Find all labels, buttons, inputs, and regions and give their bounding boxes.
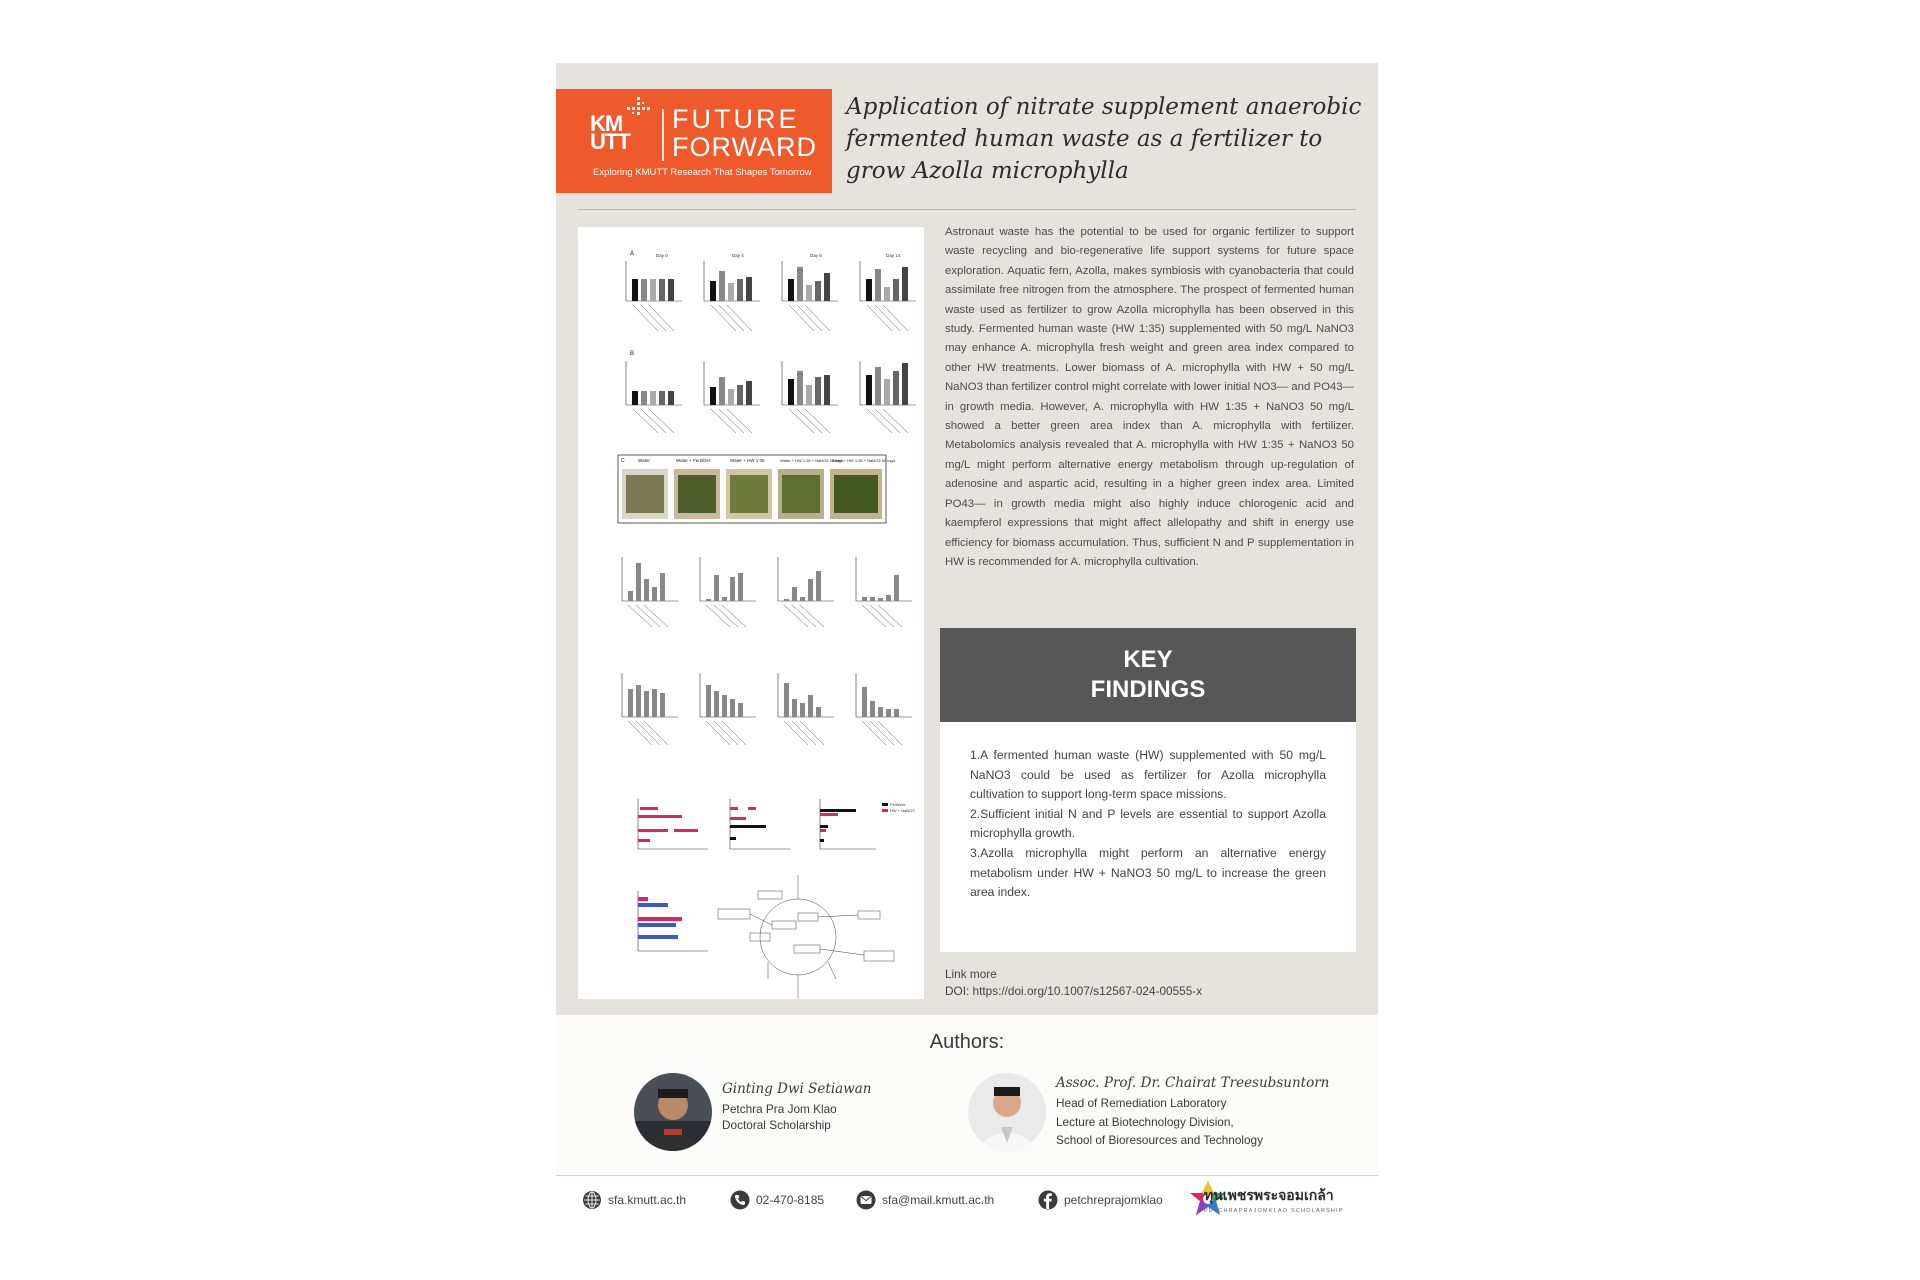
photo-label-3: Water + HW 1:35 bbox=[730, 458, 765, 463]
footer-divider bbox=[556, 1175, 1378, 1176]
legend-fertilizer: Fertilizer bbox=[890, 802, 906, 807]
nutrient-b-day8 bbox=[778, 673, 834, 717]
nutrient-a-day4 bbox=[700, 557, 756, 601]
petchra-logo-english: PETCHRAPRAJOMKLAO SCHOLARSHIP bbox=[1204, 1208, 1344, 1214]
author-2-avatar bbox=[968, 1073, 1046, 1151]
abstract-text bbox=[945, 223, 1354, 572]
logo-tagline: Exploring KMUTT Research That Shapes Tomorrow bbox=[593, 167, 812, 178]
chart-a-day8 bbox=[782, 253, 838, 301]
day-label: Day 8 bbox=[810, 253, 822, 258]
photo-label-2: Water + Fertilizer bbox=[676, 458, 711, 463]
petchra-logo-text bbox=[1204, 1185, 1344, 1214]
poster-upper-section bbox=[556, 63, 1378, 1015]
metabolic-pathway-diagram bbox=[718, 875, 894, 999]
footer-facebook[interactable] bbox=[1038, 1189, 1163, 1211]
phone-icon bbox=[730, 1190, 750, 1210]
panel-a-label: A bbox=[630, 251, 635, 257]
footer-facebook-text: petchreprajomklao bbox=[1064, 1193, 1163, 1207]
footer-website-text: sfa.kmutt.ac.th bbox=[608, 1193, 687, 1207]
nutrient-b-day0 bbox=[622, 673, 678, 717]
poster-title: Application of nitrate supplement anaerobic fermented human waste as a fertilizer to grow Azolla microphylla bbox=[846, 94, 1362, 184]
title-divider bbox=[578, 209, 1356, 210]
footer-email[interactable] bbox=[856, 1189, 994, 1211]
chart-row-a bbox=[626, 253, 916, 301]
logo-divider bbox=[662, 109, 664, 161]
chart-b-day8 bbox=[782, 361, 838, 405]
key-finding-item-3: 3.Azolla microphylla might perform an alternative energy metabolism under HW + NaNO3 50 mg/L to increase the green area index. bbox=[970, 845, 1326, 900]
chart-row-b bbox=[626, 361, 916, 405]
abstract-body: Astronaut waste has the potential to be used for organic fertilizer to support waste recycling and bio-regenerative life support systems for future space exploration. Aquatic fern, Azolla, makes symbiosis with cyanobacteria that could assimilate free nitrogen from the atmosphere. The prospect of fermented human waste used as fertilizer to grow Azolla microphylla has been observed in this study. Fermented human waste (HW 1:35) supplemented with 50 mg/L NaNO3 may enhance A. microphylla fresh weight and green area index compared to other HW treatments. Lower biomass of A. microphylla with HW + 50 mg/L NaNO3 than fertilizer control might correlate with lower initial NO3— and PO43— in growth media. However, A. microphylla with HW 1:35 + NaNO3 50 mg/L showed a better green area index than A. microphylla with fertilizer. Metabolomics analysis revealed that A. microphylla with HW 1:35 + NaNO3 50 mg/L might perform alternative energy metabolism through up-regulation of adenosine and aspartic acid, resulting in a higher green index area. Limited PO43— in growth media might also highly induce chlorogenic acid and kaempferol expressions that might affect allelopathy and shift in energy use efficiency for biomass accumulation. Thus, sufficient N and P supplementation in HW is recommended for A. microphylla cultivation. bbox=[945, 226, 1354, 568]
logo-future-text: FUTURE bbox=[672, 104, 800, 134]
author-2-line-3: School of Bioresources and Technology bbox=[1056, 1133, 1264, 1147]
metabolite-chart-b bbox=[730, 799, 790, 849]
photo-label-4: Water + HW 1:35 + NaNO3 25 mg/L bbox=[780, 458, 845, 463]
link-more-label: Link more bbox=[945, 967, 997, 981]
key-findings-heading-line1: KEY bbox=[1123, 646, 1173, 673]
nutrient-b-day4 bbox=[700, 673, 756, 717]
author-1-name: Ginting Dwi Setiawan bbox=[722, 1081, 872, 1097]
footer-phone[interactable] bbox=[730, 1189, 824, 1211]
nutrient-a-day14 bbox=[856, 557, 912, 601]
chart-b-day4 bbox=[704, 361, 760, 405]
axis-tick-labels-n2 bbox=[628, 721, 902, 745]
chart-a-day0 bbox=[626, 253, 682, 301]
footer-phone-text: 02-470-8185 bbox=[756, 1193, 825, 1207]
photo-strip bbox=[618, 455, 897, 523]
logo-kmutt-line1: KM bbox=[590, 111, 623, 136]
author-1-line-1: Petchra Pra Jom Klao bbox=[722, 1102, 837, 1116]
research-figures bbox=[578, 227, 924, 999]
mail-icon bbox=[856, 1190, 876, 1210]
chart-a-day4 bbox=[704, 253, 760, 301]
day-label: Day 4 bbox=[732, 253, 744, 258]
figure-panel bbox=[578, 227, 924, 999]
nutrient-charts-row-1 bbox=[622, 557, 912, 601]
key-finding-item-2: 2.Sufficient initial N and P levels are essential to support Azolla microphylla growth. bbox=[970, 806, 1326, 841]
author-2-line-2: Lecture at Biotechnology Division, bbox=[1056, 1115, 1234, 1129]
logo-kmutt-text bbox=[590, 111, 640, 159]
axis-tick-labels-n1 bbox=[628, 605, 902, 627]
nutrient-b-day14 bbox=[856, 673, 912, 717]
photo-label-1: Water bbox=[638, 458, 650, 463]
footer-email-text: sfa@mail.kmutt.ac.th bbox=[882, 1193, 995, 1207]
key-findings-heading-line2: FINDINGS bbox=[1090, 676, 1206, 703]
key-findings-header bbox=[940, 628, 1356, 722]
metabolite-chart-c bbox=[820, 799, 915, 849]
axis-tick-labels-b bbox=[633, 409, 908, 433]
facebook-icon bbox=[1038, 1190, 1058, 1210]
logo-kmutt-line2: UTT bbox=[590, 129, 630, 154]
footer-website[interactable] bbox=[582, 1189, 686, 1211]
legend-hw-nano3: HW + NaNO3 bbox=[890, 808, 915, 813]
comparison-chart bbox=[638, 891, 708, 951]
chart-b-day0 bbox=[626, 361, 682, 405]
logo-forward-text: FORWARD bbox=[672, 132, 817, 162]
petchra-logo-thai: ทุนเพชรพระจอมเกล้า bbox=[1204, 1187, 1334, 1203]
authors-section bbox=[556, 1015, 1378, 1177]
author-2-name: Assoc. Prof. Dr. Chairat Treesubsuntorn bbox=[1056, 1075, 1330, 1091]
doi-link[interactable]: DOI: https://doi.org/10.1007/s12567-024-00555-x bbox=[945, 984, 1203, 998]
kmutt-future-forward-logo bbox=[556, 89, 832, 193]
poster bbox=[556, 63, 1378, 1213]
panel-c-label: C bbox=[621, 458, 625, 464]
nutrient-a-day0 bbox=[622, 557, 678, 601]
nutrient-a-day8 bbox=[778, 557, 834, 601]
day-label: Day 14 bbox=[886, 253, 901, 258]
key-finding-item-1: 1.A fermented human waste (HW) supplemented with 50 mg/L NaNO3 could be used as fertilizer for Azolla microphylla cultivation to support long-term space missions. bbox=[970, 748, 1326, 802]
author-1-avatar bbox=[634, 1073, 712, 1151]
authors-heading: Authors: bbox=[929, 1031, 1005, 1053]
nutrient-charts-row-2 bbox=[622, 673, 912, 717]
author-2-line-1: Head of Remediation Laboratory bbox=[1056, 1096, 1227, 1110]
key-findings-body bbox=[940, 722, 1356, 952]
axis-tick-labels-a bbox=[633, 305, 908, 331]
photo-label-5: Water + HW 1:35 + NaNO3 50 mg/L bbox=[832, 458, 897, 463]
chart-a-day14 bbox=[860, 253, 916, 301]
chart-b-day14 bbox=[860, 361, 916, 405]
panel-b-label: B bbox=[630, 351, 635, 357]
metabolite-chart-a bbox=[638, 799, 708, 849]
author-1-line-2: Doctoral Scholarship bbox=[722, 1118, 831, 1132]
globe-icon bbox=[582, 1190, 602, 1210]
day-label: Day 0 bbox=[656, 253, 668, 258]
